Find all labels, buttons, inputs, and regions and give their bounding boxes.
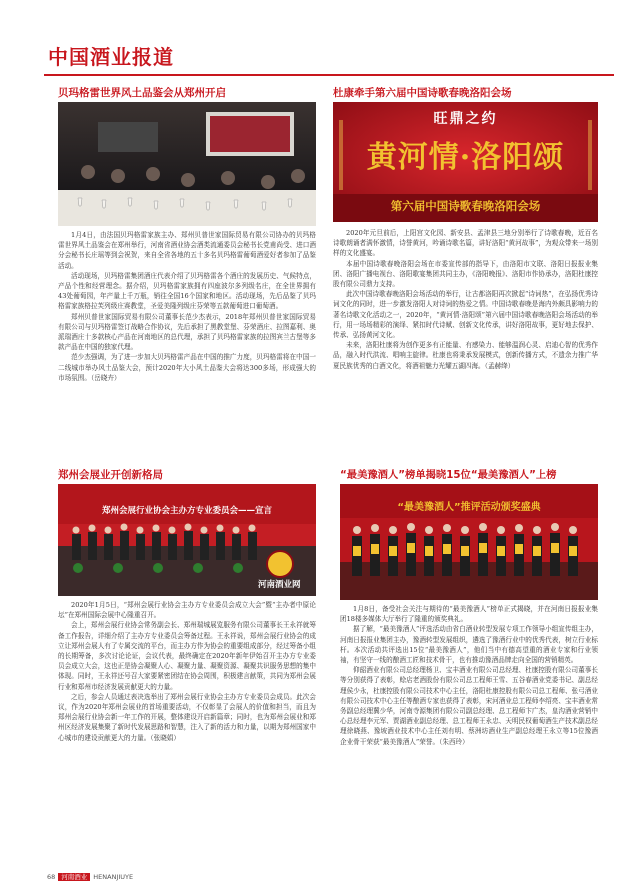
article-2-body xyxy=(333,228,598,371)
magazine-name: HENANJIUYE xyxy=(93,873,134,881)
article-4-title: “最美豫酒人”榜单揭晓15位“最美豫酒人”上榜 xyxy=(340,469,557,481)
article-1-body xyxy=(58,230,316,383)
paragraph: 1月8日，备受社会关注与期待的“最美豫酒人”榜单正式揭晓，并在河南日报报业集团18楼多媒体大厅举行了隆重的颁奖典礼。 xyxy=(340,605,598,624)
page-title: 中国酒业报道 xyxy=(48,45,174,69)
article-2-title: 杜康牵手第六届中国诗歌春晚洛阳会场 xyxy=(333,87,512,99)
page-number: 68 xyxy=(47,873,56,881)
article-3-title: 郑州会展业开创新格局 xyxy=(58,469,163,481)
article-3-photo xyxy=(58,484,316,596)
article-1-photo xyxy=(58,102,316,226)
article-1-title: 贝玛格雷世界风土品鉴会从郑州开启 xyxy=(58,87,226,99)
paragraph: 未来，洛阳杜康将为创作更多有正能量、有感染力、能够温润心灵、启迪心智的优秀作品，融入时代洪流、唱响主旋律。杜康也将秉承发展模式，创新传播方式，不遗余力推广华夏民族优秀的白酒文化，将酒祖魅力光耀五湖四海。（孟赫绛） xyxy=(333,341,598,370)
banner-top-text: 旺鼎之约 xyxy=(433,111,498,127)
paragraph: 本届中国诗歌春晚洛阳会场在市委宣传部的指导下，由洛阳市文联、洛阳日报报业集团、洛阳广播电视台、洛阳歌宴集团共同主办，《洛阳晚报》、洛阳市作协承办，洛阳杜康控股有限公司鼎力支持。 xyxy=(333,259,598,289)
paragraph: 2020年元旦前后，上阳宫文化园、新安县、孟津县三地分别举行了诗歌春晚，近百名诗歌朗诵者满怀激情，诗誉黄河，吟诵诗歌名篇，讲好洛阳“黄河故事”，为观众带来一场别样的文化盛宴。 xyxy=(333,229,598,258)
article-3-body xyxy=(58,600,316,743)
paragraph: 会上，郑州会展行业协会常务副会长、郑州瑞城展览服务有限公司董事长王永祥就筹备工作报告，详细介绍了主办方专业委员会筹备过程。王永祥说，郑州会展行业协会的成立让郑州会展人有了专属交流的平台，而主办方作为协会的重要组成部分，经过筹备小组的长期筹备，多次讨论论证，会议代表，最终确定在2020年新年伊始召开主办方专业委员会成立大会，这也正是协会凝聚人心、凝聚力量、凝聚资源、凝聚共识服务思想的集中体现。同时，王永祥还号召大家要紧密团结在协会周围，积极建言献策，共同为郑州会展行业和郑州市经济发展贡献更大的力量。 xyxy=(58,621,316,691)
banner-main-text: 郑州会展行业协会主办方专业委员会——宣言 xyxy=(101,506,272,516)
magazine-brand: 河南酒业 xyxy=(58,873,90,881)
page-footer xyxy=(47,872,133,881)
banner-logo-text: 河南酒业网 xyxy=(258,580,301,590)
paragraph: 之后，参会人员通过表决选举出了郑州会展行业协会主办方专业委员会成员。此次会议，作为2020年郑州会展业的首场重要活动，不仅彰显了会展人的价值和担当，而且为郑州会展行业协会新一年工作的开展，整体建设开启新篇章；同时，也为郑州会展业和郑州区经济发展集聚了新时代发展思路和智慧，注入了新的活力和力量，以期为郑州国家中心城市的建设贡献更大的力量。（张晓娟） xyxy=(58,692,316,742)
page-header xyxy=(44,44,614,74)
paragraph: 仰韶酒业有限公司总经理杨卫、宝丰酒业有限公司总经理、杜康控股有限公司董事长等分别获得了表彰，赊店老酒股份有限公司总工程师王雪、五谷春酒业党委书记、副总经理侯少永，杜康控股有限公司技术中心主任，洛阳杜康控股有限公司总工程师、张弓酒业有限公司技术中心主任等酿酒专家也获得了表彰，宋河酒业总工程师李绍亮、宝丰酒业常务副总经理冀少华，河南寺源集团有限公司副总经理、总工程师卞广杰，皇沟酒业营销中心总经理李元军、贾湖酒业副总经理、总工程师王永忠、天明民权葡萄酒生产技术副总经理徐晓燕、豫坡酒业技术中心主任刘有明、蔡洲坊酒业生产副总经理王永立等15位豫酒企业骨干荣获“最美豫酒人”荣誉。（朱西玲） xyxy=(340,666,598,746)
paragraph: 活动现场，贝玛格雷集团酒庄代表介绍了贝玛格雷各个酒庄的发展历史、气候特点，产品个性和经营理念。据介绍，贝玛格雷家族拥有四座波尔多列级名庄，在全世界拥有43处葡萄园，年产量上千万瓶，销往全国16个国家和地区。活动现场，先后品鉴了贝玛格雷家族格拉芙列级庄赛教堂，圣爱美隆列级庄芬荣等五款葡萄进口葡萄酒。 xyxy=(58,271,316,311)
paragraph: 郑州贝普世家国际贸易有限公司董事长范少杰表示，2018年郑州贝普世家国际贸易有限公司与贝玛格雷签订战略合作协议，先后承担了黑教堂堡、芬荣酒庄、拉图嘉利、奥派瑞酒庄十多款核心产品在河南地区的总代理，承担了贝玛格雷家族的拉图宾兰古堡等多款产品在中国的独家代理。 xyxy=(58,312,316,352)
banner-main-text: 黄河情·洛阳颂 xyxy=(366,140,565,175)
paragraph: 范少杰强调，为了进一步加大贝玛格雷产品在中国的推广力度，贝玛格雷将在中国一二线城市举办风土品鉴大会，预计2020年大小风土品鉴大会将达300多场，形成强大的市场氛围。（岳晓卉） xyxy=(58,353,316,382)
paragraph: 1月4日，由法国贝玛格雷家族主办、郑州贝普世家国际贸易有限公司协办的贝玛格雷世界风土品鉴会在郑州举行，河南省酒业协会酒类流通委员会秘书长党甫尚受、进口酒分会秘书长庄瑶等到会祝贺，来自全省各地的五十多名贝玛格雷葡萄酒爱好者参加了品鉴活动。 xyxy=(58,231,316,270)
banner-sub-text: 第六届中国诗歌春晚洛阳会场 xyxy=(390,199,541,213)
article-4-body xyxy=(340,604,598,747)
article-4-photo xyxy=(340,484,598,600)
paragraph: 2020年1月5日，“郑州会展行业协会主办方专业委员会成立大会”暨“主办者中原论坛”在郑州国际会展中心隆重召开。 xyxy=(58,601,316,620)
article-2-banner xyxy=(333,102,598,222)
header-rule xyxy=(44,74,614,76)
paragraph: 据了解，“最美豫酒人”评选活动由省白酒业转型发展专项工作领导小组宣传组主办，河南日报报业集团主办，豫酒转型发展组织，遴选了豫酒行业中的优秀代表，树立行业标杆。本次活动共评选出15位“最美豫酒人”，他们当中有德高望重的酒业专家和行业领袖，有坚守一线的酿酒工匠和技术骨干，也有推动豫酒品牌走向全国的营销精英。 xyxy=(340,625,598,665)
banner-top-text: “最美豫酒人”推评活动颁奖盛典 xyxy=(397,502,541,513)
paragraph: 此次中国诗歌春晚洛阳会场活动的举行，让古都洛阳再次掀起“诗词热”，在弘扬优秀诗词文化的同时，进一步激发洛阳人对诗词的热爱之情。中国诗歌春晚是海内外颇具影响力的著名诗歌文化活动之一，2020年，“黄河情·洛阳颂”第六届中国诗歌春晚洛阳会场活动的举行，用一场场精彩的演绎、紧扣时代诗赋、创新文化传承，讲好洛阳故事，更好地去保护、传承、弘扬黄河文化。 xyxy=(333,290,598,340)
